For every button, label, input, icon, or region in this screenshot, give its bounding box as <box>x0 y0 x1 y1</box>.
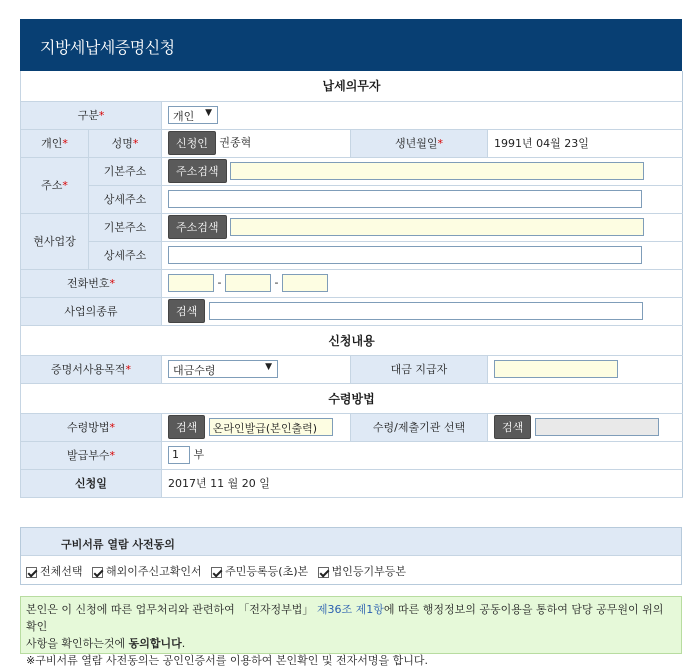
agency-label: 수령/제출기관 선택 <box>351 413 488 441</box>
date-label: 신청일 <box>21 469 162 497</box>
name-value: 권종혁 <box>219 136 252 149</box>
purpose-select[interactable]: 대금수령 ▼ <box>168 360 278 378</box>
payer-input[interactable] <box>494 360 618 378</box>
phone-label: 전화번호* <box>21 269 162 297</box>
category-label: 구분* <box>21 101 162 129</box>
business-type-input[interactable] <box>209 302 643 320</box>
page-title: 지방세납세증명신청 <box>20 19 682 71</box>
birth-label: 생년월일* <box>351 129 488 157</box>
application-form <box>20 71 683 498</box>
payer-label: 대금 지급자 <box>351 355 488 383</box>
application-panel <box>20 19 682 498</box>
method-search-button[interactable]: 검색 <box>168 415 205 439</box>
agency-input[interactable] <box>535 418 659 436</box>
workplace-basic-input[interactable] <box>230 218 644 236</box>
law-article-link[interactable]: 제36조 제1항 <box>316 603 384 616</box>
section-receipt: 수령방법 <box>21 383 683 413</box>
workplace-search-button[interactable]: 주소검색 <box>168 215 227 239</box>
resident-registration-checkbox[interactable]: 주민등록등(초)본 <box>211 565 308 578</box>
consent-checklist <box>21 556 681 579</box>
applicant-button[interactable]: 신청인 <box>168 131 216 155</box>
checkbox-icon <box>318 567 329 578</box>
phone-separator: - <box>274 276 279 289</box>
phone-part1-input[interactable] <box>168 274 214 292</box>
method-input[interactable]: 온라인발급(본인출력) <box>209 418 333 436</box>
phone-part2-input[interactable] <box>225 274 271 292</box>
workplace-label: 현사업장 <box>21 213 89 269</box>
name-label: 성명* <box>89 129 162 157</box>
agency-search-button[interactable]: 검색 <box>494 415 531 439</box>
checkbox-icon <box>26 567 37 578</box>
section-request: 신청내용 <box>21 325 683 355</box>
select-all-checkbox[interactable]: 전체선택 <box>26 565 83 578</box>
workplace-detail-input[interactable] <box>168 246 642 264</box>
category-select[interactable]: 개인 ▼ <box>168 106 218 124</box>
date-value: 2017년 11 월 20 일 <box>162 469 683 497</box>
address-detail-label: 상세주소 <box>89 185 162 213</box>
section-taxpayer: 납세의무자 <box>21 71 683 101</box>
business-type-label: 사업의종류 <box>21 297 162 325</box>
copies-unit: 부 <box>193 448 205 461</box>
phone-part3-input[interactable] <box>282 274 328 292</box>
consent-title: 구비서류 열람 사전동의 <box>21 528 681 556</box>
purpose-label: 증명서사용목적* <box>21 355 162 383</box>
checkbox-icon <box>211 567 222 578</box>
workplace-detail-label: 상세주소 <box>89 241 162 269</box>
address-basic-label: 기본주소 <box>89 157 162 185</box>
address-label: 주소* <box>21 157 89 213</box>
address-basic-input[interactable] <box>230 162 644 180</box>
address-search-button[interactable]: 주소검색 <box>168 159 227 183</box>
workplace-basic-label: 기본주소 <box>89 213 162 241</box>
business-search-button[interactable]: 검색 <box>168 299 205 323</box>
copies-label: 발급부수* <box>21 441 162 469</box>
consent-panel <box>20 527 682 585</box>
emigration-report-checkbox[interactable]: 해외이주신고확인서 <box>92 565 202 578</box>
copies-input[interactable]: 1 <box>168 446 190 464</box>
address-detail-input[interactable] <box>168 190 642 208</box>
method-label: 수령방법* <box>21 413 162 441</box>
corporate-registry-checkbox[interactable]: 법인등기부등본 <box>318 565 406 578</box>
consent-notice: 본인은 이 신청에 따른 업무처리와 관련하여 「전자정부법」 제36조 제1항에 따른 행정정보의 공동이용을 통하여 담당 공무원이 위의 확인 사항을 확인하는것에 동의합니다. ※구비서류 열람 사전동의는 공인인증서를 이용하여 본인확인 및 전자서명을 합니다. <box>20 596 682 654</box>
birth-value: 1991년 04월 23일 <box>488 129 683 157</box>
individual-label: 개인* <box>21 129 89 157</box>
phone-separator: - <box>217 276 222 289</box>
chevron-down-icon: ▼ <box>205 108 212 118</box>
chevron-down-icon: ▼ <box>265 362 272 372</box>
checkbox-icon <box>92 567 103 578</box>
